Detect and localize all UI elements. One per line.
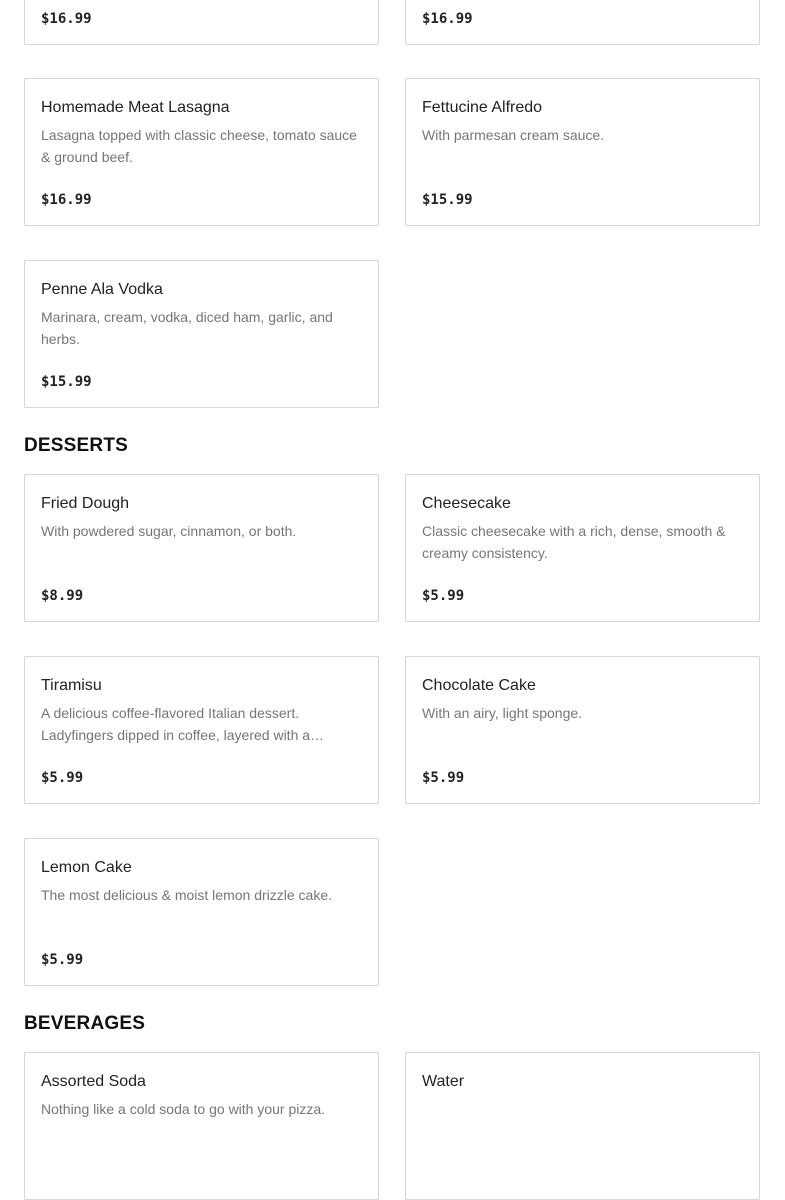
item-description: With parmesan cream sauce. [422, 127, 605, 143]
item-name: Fettucine Alfredo [422, 99, 543, 116]
item-description: Lasagna topped with classic cheese, tomato sauce & ground beef. [41, 127, 357, 165]
item-name: Cheesecake [422, 495, 511, 512]
menu-item-card-assorted-soda[interactable] [24, 1052, 379, 1200]
item-description: A delicious coffee-flavored Italian dessert. Ladyfingers dipped in coffee, layered with a… [41, 705, 325, 743]
item-name: Penne Ala Vodka [41, 281, 163, 298]
item-name: Fried Dough [41, 495, 130, 512]
menu-item-card-fried-dough[interactable] [24, 474, 379, 622]
menu-item-card-chocolate-cake[interactable] [405, 656, 760, 804]
item-description: With powdered sugar, cinnamon, or both. [41, 523, 297, 539]
item-price: $16.99 [41, 192, 92, 208]
item-description: Nothing like a cold soda to go with your pizza. [41, 1101, 326, 1117]
menu-item-card[interactable] [24, 0, 379, 45]
item-price: $5.99 [422, 770, 465, 786]
item-name: Homemade Meat Lasagna [41, 99, 230, 116]
item-name: Tiramisu [41, 677, 102, 694]
menu-item-card-water[interactable] [405, 1052, 760, 1200]
item-description: Classic cheesecake with a rich, dense, smooth & creamy consistency. [422, 523, 726, 561]
menu-item-card-cheesecake[interactable] [405, 474, 760, 622]
menu-item-card-lemon-cake[interactable] [24, 838, 379, 986]
item-price: $5.99 [422, 588, 465, 604]
item-description: Marinara, cream, vodka, diced ham, garlic, and herbs. [41, 309, 333, 347]
menu-item-card[interactable] [405, 0, 760, 45]
menu-item-card-lasagna[interactable] [24, 78, 379, 226]
item-price: $15.99 [41, 374, 92, 390]
item-name: Chocolate Cake [422, 677, 536, 694]
item-price: $15.99 [422, 192, 473, 208]
item-name: Water [422, 1073, 465, 1090]
item-price: $5.99 [41, 770, 84, 786]
item-price: $16.99 [41, 11, 92, 27]
item-name: Assorted Soda [41, 1073, 146, 1090]
item-price: $16.99 [422, 11, 473, 27]
item-price: $8.99 [41, 588, 84, 604]
section-title-beverages: BEVERAGES [24, 1013, 146, 1034]
item-description: With an airy, light sponge. [422, 705, 583, 721]
section-title-desserts: DESSERTS [24, 435, 129, 456]
menu-item-card-penne[interactable] [24, 260, 379, 408]
item-description: The most delicious & moist lemon drizzle cake. [41, 887, 332, 903]
item-price: $5.99 [41, 952, 84, 968]
menu-item-card-tiramisu[interactable] [24, 656, 379, 804]
item-name: Lemon Cake [41, 859, 132, 876]
menu-item-card-fettucine[interactable] [405, 78, 760, 226]
